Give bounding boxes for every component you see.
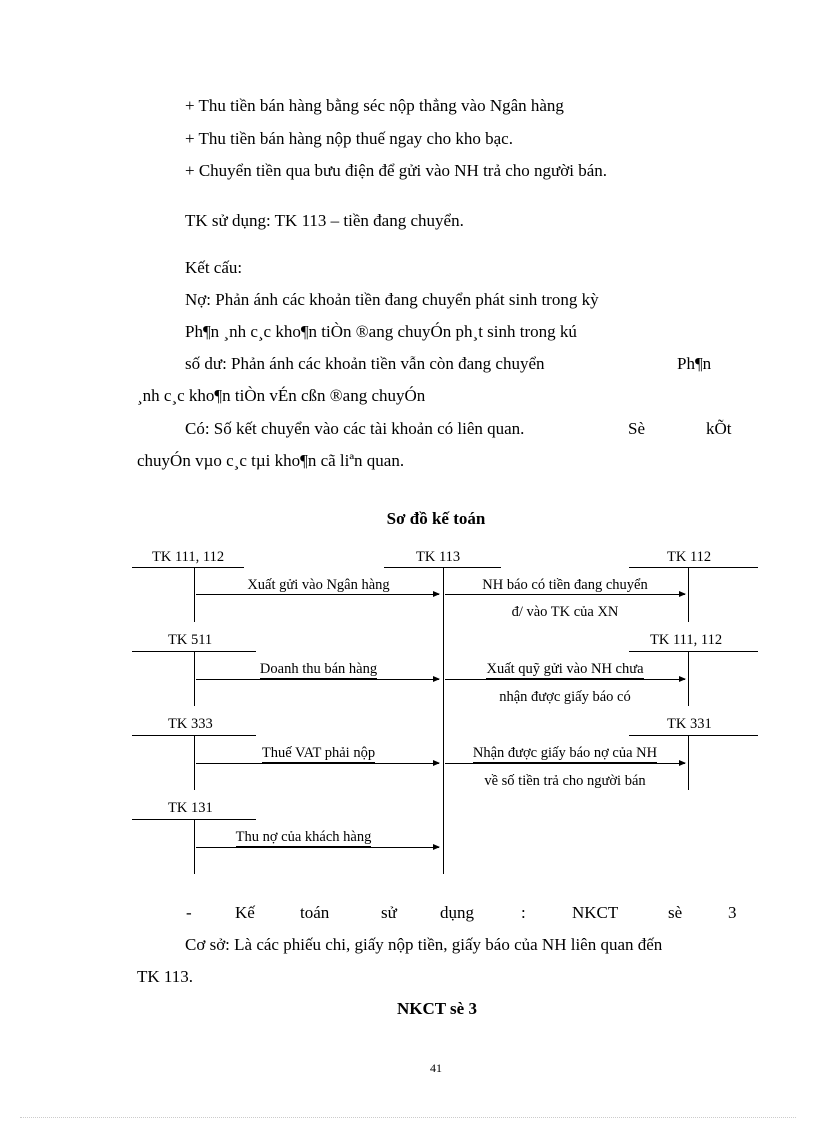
text-line-debit: Nợ: Phản ánh các khoản tiền đang chuyển phát sinh trong kỳ bbox=[185, 290, 599, 309]
flow-arrow-1 bbox=[196, 594, 439, 595]
usage-word-6: sè bbox=[668, 903, 683, 922]
account-label-tk511: TK 511 bbox=[168, 632, 213, 648]
flow-arrow-4 bbox=[445, 679, 685, 680]
text-line-credit-tail-2: kÕt bbox=[706, 419, 732, 438]
flow-arrow-2 bbox=[445, 594, 685, 595]
text-line-credit: Có: Số kết chuyển vào các tài khoản có liên quan. bbox=[185, 419, 525, 438]
nkct-title: NKCT sè 3 bbox=[397, 999, 477, 1018]
account-label-tk331: TK 331 bbox=[667, 716, 712, 732]
usage-dash: - bbox=[186, 903, 192, 922]
text-line-balance: số dư: Phản ánh các khoản tiền vẫn còn đang chuyển bbox=[185, 354, 545, 373]
account-bar bbox=[132, 567, 244, 568]
text-line-garbled-3: chuyÓn vµo c¸c tµi kho¶n cã liªn quan. bbox=[137, 451, 405, 470]
text-line-balance-tail: Ph¶n bbox=[677, 354, 712, 373]
flow-label-7 bbox=[196, 829, 411, 845]
flow-label-2 bbox=[445, 577, 685, 593]
account-label-tk131: TK 131 bbox=[168, 800, 213, 816]
flow-label-1-text: Xuất gửi vào Ngân hàng bbox=[247, 577, 390, 593]
page-bottom-divider bbox=[20, 1117, 796, 1118]
page-number: 41 bbox=[430, 1061, 442, 1075]
account-stem bbox=[688, 735, 689, 790]
account-label-tk113: TK 113 bbox=[416, 549, 461, 565]
text-line-1: + Thu tiền bán hàng bằng séc nộp thẳng vào Ngân hàng bbox=[185, 96, 564, 115]
usage-colon: : bbox=[521, 903, 526, 922]
account-stem bbox=[194, 735, 195, 790]
usage-word-7: 3 bbox=[728, 903, 737, 922]
basis-line-2: TK 113. bbox=[137, 967, 194, 986]
usage-word-3: sử bbox=[381, 903, 397, 922]
diagram-title: Sơ đồ kế toán bbox=[386, 509, 486, 528]
flow-label-4-text: Xuất quỹ gửi vào NH chưa bbox=[486, 661, 644, 677]
text-line-2: + Thu tiền bán hàng nộp thuế ngay cho kho bạc. bbox=[185, 129, 513, 148]
account-stem bbox=[688, 651, 689, 706]
text-line-3: + Chuyển tiền qua bưu điện để gửi vào NH trả cho người bán. bbox=[185, 161, 608, 180]
basis-line-1: Cơ sở: Là các phiếu chi, giấy nộp tiền, giấy báo của NH liên quan đến bbox=[185, 935, 663, 954]
usage-word-1: Kế bbox=[235, 903, 255, 922]
flow-arrow-7 bbox=[196, 847, 439, 848]
account-label-tk333: TK 333 bbox=[168, 716, 213, 732]
flow-arrow-5 bbox=[196, 763, 439, 764]
account-stem-tk113 bbox=[443, 567, 444, 874]
text-line-garbled-1: Ph¶n ¸nh c¸c kho¶n tiÒn ®ang chuyÓn ph¸t sinh trong kú bbox=[185, 322, 577, 341]
text-line-garbled-2: ¸nh c¸c kho¶n tiÒn vÉn cßn ®ang chuyÓn bbox=[137, 386, 426, 405]
account-stem bbox=[194, 567, 195, 622]
usage-word-4: dụng bbox=[440, 903, 474, 922]
flow-label-5-text: Thuế VAT phải nộp bbox=[261, 745, 376, 761]
account-bar bbox=[629, 567, 758, 568]
account-stem bbox=[194, 819, 195, 874]
text-line-account: TK sử dụng: TK 113 – tiền đang chuyển. bbox=[185, 211, 464, 230]
flow-label-2b: đ/ vào TK của XN bbox=[511, 604, 619, 620]
flow-label-2-text: NH báo có tiền đang chuyển bbox=[482, 577, 648, 593]
flow-label-6 bbox=[445, 745, 685, 761]
text-line-structure: Kết cấu: bbox=[185, 258, 243, 277]
usage-word-5: NKCT bbox=[572, 903, 619, 922]
flow-label-7-text: Thu nợ của khách hàng bbox=[235, 829, 372, 845]
flow-label-6-text: Nhận được giấy báo nợ của NH bbox=[472, 745, 658, 761]
flow-label-3 bbox=[196, 661, 441, 677]
flow-arrow-6 bbox=[445, 763, 685, 764]
text-line-credit-tail-1: Sè bbox=[628, 419, 645, 438]
account-label-tk112: TK 112 bbox=[667, 549, 712, 565]
flow-label-3-text: Doanh thu bán hàng bbox=[259, 661, 378, 677]
account-bar bbox=[629, 735, 758, 736]
account-label-tk111-112-right: TK 111, 112 bbox=[650, 632, 723, 648]
usage-word-2: toán bbox=[300, 903, 330, 922]
flow-label-1 bbox=[196, 577, 441, 593]
flow-arrow-3 bbox=[196, 679, 439, 680]
account-stem bbox=[194, 651, 195, 706]
flow-label-5 bbox=[196, 745, 441, 761]
flow-label-4 bbox=[445, 661, 685, 677]
account-label-tk111-112: TK 111, 112 bbox=[152, 549, 225, 565]
account-stem bbox=[688, 567, 689, 622]
flow-label-6b: về số tiền trả cho người bán bbox=[484, 773, 646, 789]
flow-label-4b: nhận được giấy báo có bbox=[499, 689, 631, 705]
account-bar bbox=[629, 651, 758, 652]
